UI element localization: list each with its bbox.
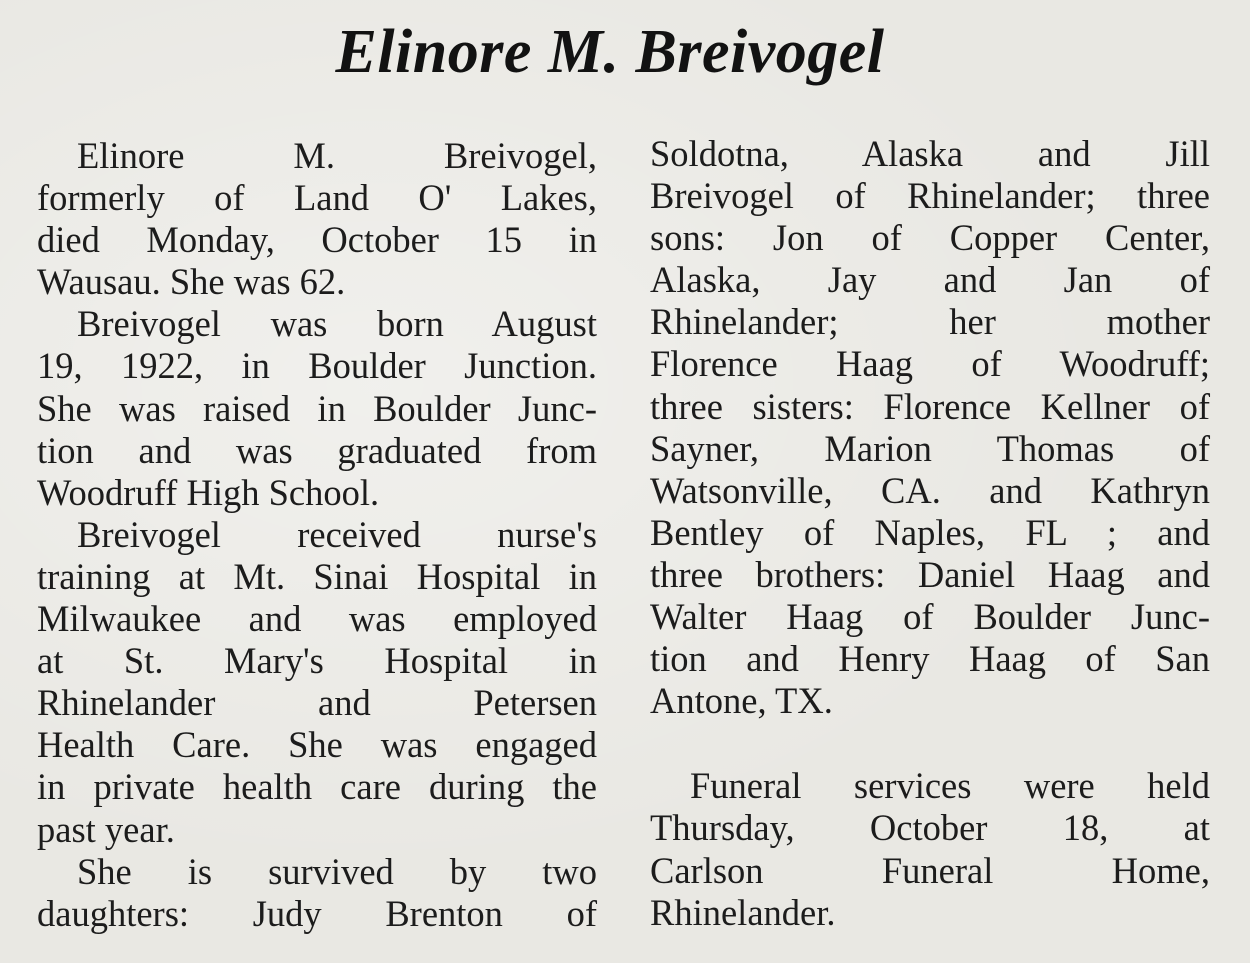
text-line: Rhinelander and Petersen xyxy=(37,682,597,724)
text-line: Funeral services were held xyxy=(690,765,1210,807)
right-column xyxy=(650,133,1210,934)
text-line: Sayner, Marion Thomas of xyxy=(650,427,1210,469)
text-line: Watsonville, CA. and Kathryn xyxy=(650,469,1210,511)
text-line: Bentley of Naples, FL ; and xyxy=(650,511,1210,553)
text-line: in private health care during the xyxy=(37,766,597,808)
text-line: Alaska, Jay and Jan of xyxy=(650,259,1210,301)
text-line: tion and Henry Haag of San xyxy=(650,638,1210,680)
text-line: Walter Haag of Boulder Junc- xyxy=(650,596,1210,638)
text-line: Rhinelander; her mother xyxy=(650,301,1210,343)
left-column xyxy=(37,135,597,935)
text-line: training at Mt. Sinai Hospital in xyxy=(37,555,597,597)
text-line: daughters: Judy Brenton of xyxy=(37,892,597,934)
text-line: Wausau. She was 62. xyxy=(37,261,346,303)
text-line: Thursday, October 18, at xyxy=(650,807,1210,849)
text-line: Soldotna, Alaska and Jill xyxy=(650,133,1210,174)
obituary-headline: Elinore M. Breivogel xyxy=(335,18,885,86)
text-line: Florence Haag of Woodruff; xyxy=(650,343,1210,385)
paragraph-gap xyxy=(650,722,1210,765)
text-line: Health Care. She was engaged xyxy=(37,724,597,766)
text-line: She was raised in Boulder Junc- xyxy=(37,387,597,429)
text-line: Woodruff High School. xyxy=(37,471,380,513)
text-line: at St. Mary's Hospital in xyxy=(37,640,597,682)
text-line: Carlson Funeral Home, xyxy=(650,849,1210,891)
text-line: three sisters: Florence Kellner of xyxy=(650,385,1210,427)
text-line: Elinore M. Breivogel, xyxy=(77,135,597,176)
text-line: Milwaukee and was employed xyxy=(37,598,597,640)
text-line: died Monday, October 15 in xyxy=(37,219,597,261)
text-line: Breivogel received nurse's xyxy=(77,513,597,555)
text-line: She is survived by two xyxy=(77,850,597,892)
text-line: past year. xyxy=(37,808,175,850)
text-line: Breivogel was born August xyxy=(77,303,597,345)
text-line: Breivogel of Rhinelander; three xyxy=(650,175,1210,217)
text-line: three brothers: Daniel Haag and xyxy=(650,553,1210,595)
text-line: formerly of Land O' Lakes, xyxy=(37,177,597,219)
text-line: sons: Jon of Copper Center, xyxy=(650,217,1210,259)
text-line: Antone, TX. xyxy=(650,680,833,722)
text-line: Rhinelander. xyxy=(650,891,836,933)
text-line: tion and was graduated from xyxy=(37,429,597,471)
text-line: 19, 1922, in Boulder Junction. xyxy=(37,345,597,387)
